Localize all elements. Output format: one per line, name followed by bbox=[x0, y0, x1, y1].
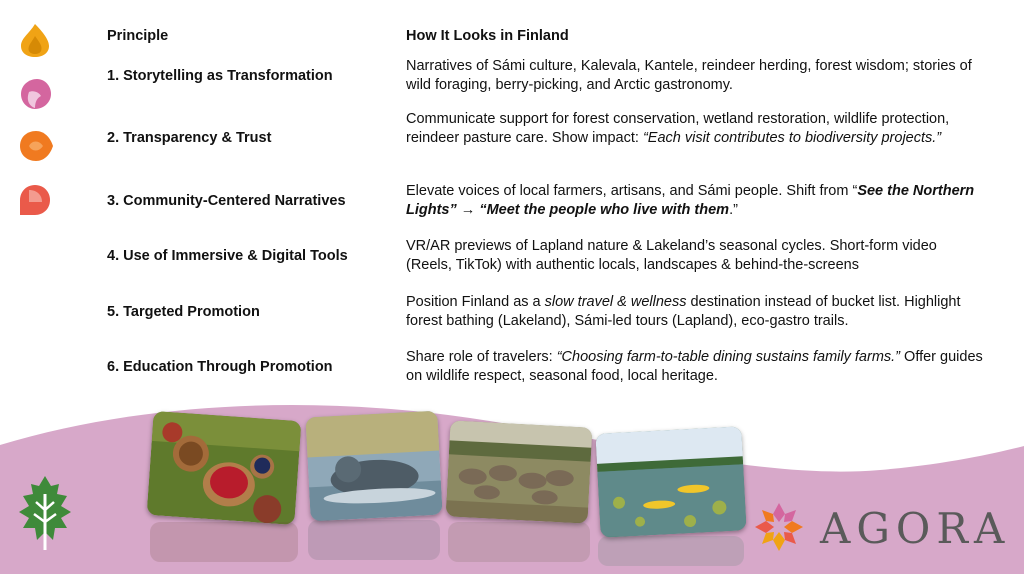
flame-icon-red bbox=[17, 182, 53, 218]
description-6-quote: “Choosing farm-to-table dining sustains family farms.” bbox=[556, 349, 901, 365]
photo-ringed-seal bbox=[305, 411, 442, 522]
flame-icon-yellow bbox=[17, 22, 53, 58]
description-2-quote: “Each visit contributes to biodiversity projects.” bbox=[642, 130, 942, 146]
photo-kayaking-lake bbox=[595, 426, 746, 537]
description-2-text: Communicate support for forest conservation, wetland restoration, wildlife protection, reindeer pasture care. Show impact: bbox=[406, 111, 950, 146]
description-6 bbox=[406, 348, 986, 386]
description-3-quote-b: “Meet the people who live with them bbox=[479, 202, 730, 218]
description-1: Narratives of Sámi culture, Kalevala, Kantele, reindeer herding, forest wisdom; stories of wild foraging, berry-picking, and Arctic gastronomy. bbox=[406, 58, 972, 93]
photo-reflection-1 bbox=[150, 522, 298, 562]
description-6-text-a: Share role of travelers: bbox=[406, 349, 557, 365]
principle-5: 5. Targeted Promotion bbox=[107, 304, 260, 320]
photo-reflection-2 bbox=[308, 520, 440, 560]
description-3-end: .” bbox=[729, 202, 738, 218]
description-6-text-b: Offer guides on wildlife respect, seasonal food, local heritage. bbox=[406, 349, 983, 384]
flame-icon-orange bbox=[17, 128, 53, 164]
photo-berries-wooden-cups bbox=[147, 411, 302, 525]
principle-2: 2. Transparency & Trust bbox=[107, 130, 272, 146]
description-5-text-b: destination instead of bucket list. Highlight forest bathing (Lakeland), Sámi-led tours (Lapland), eco-gastro trails. bbox=[406, 294, 961, 329]
description-3 bbox=[406, 182, 986, 220]
birch-leaf-logo-icon bbox=[16, 474, 74, 554]
description-3-quote-a: See the Northern Lights” bbox=[406, 183, 975, 218]
principle-6: 6. Education Through Promotion bbox=[107, 359, 333, 375]
photo-reflection-4 bbox=[598, 536, 744, 566]
description-5-italic: slow travel & wellness bbox=[544, 294, 687, 310]
principle-4: 4. Use of Immersive & Digital Tools bbox=[107, 248, 348, 264]
photo-reindeer-herd bbox=[446, 420, 593, 523]
finland-column-header: How It Looks in Finland bbox=[406, 28, 569, 44]
description-3-text: Elevate voices of local farmers, artisans, and Sámi people. Shift from “ bbox=[406, 183, 858, 199]
description-4: VR/AR previews of Lapland nature & Lakeland’s seasonal cycles. Short-form video (Reels, TikTok) with authentic locals, landscapes & behind-the-screens bbox=[406, 238, 937, 273]
agora-flower-logo-icon bbox=[752, 500, 806, 554]
principle-column-header: Principle bbox=[107, 28, 169, 44]
description-5 bbox=[406, 293, 986, 331]
description-5-text-a: Position Finland as a bbox=[406, 294, 545, 310]
photo-reflection-3 bbox=[448, 522, 590, 562]
flame-icon-pink bbox=[17, 76, 53, 112]
principle-1: 1. Storytelling as Transformation bbox=[107, 68, 333, 84]
principle-3: 3. Community-Centered Narratives bbox=[107, 193, 346, 209]
description-2 bbox=[406, 110, 986, 148]
agora-brand-name: AGORA bbox=[820, 504, 1011, 553]
description-3-arrow: → bbox=[456, 202, 480, 218]
